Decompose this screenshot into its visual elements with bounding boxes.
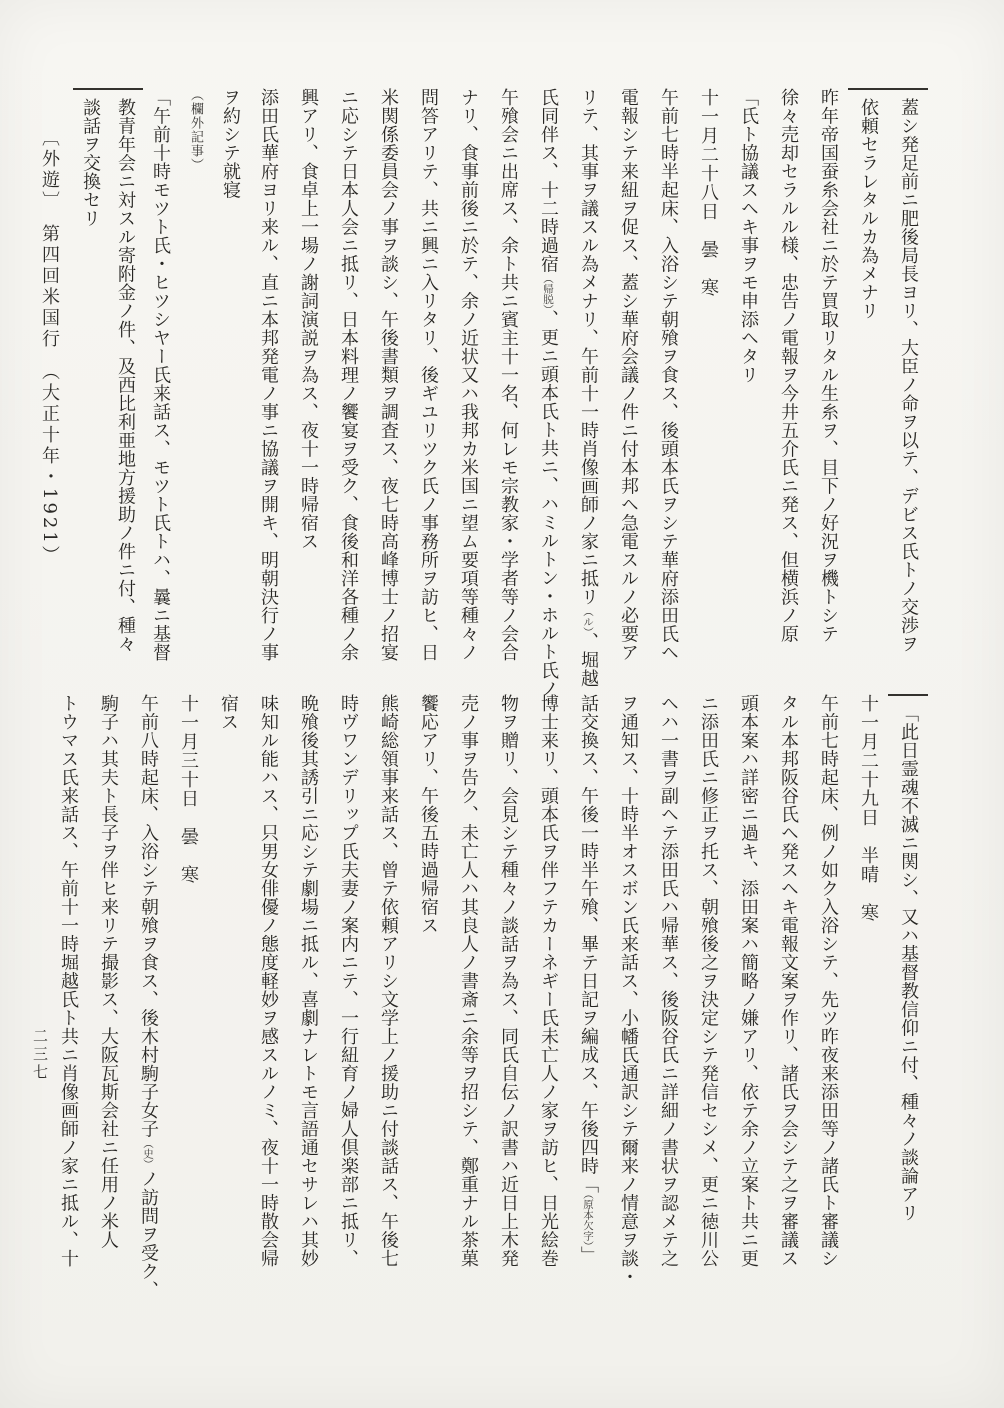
text-column [213, 88, 248, 654]
text-column [328, 88, 368, 662]
text-column [648, 694, 688, 1318]
column-text: 氏同伴ス、十二時過宿 [538, 88, 559, 273]
text-column [368, 88, 408, 662]
column-text: 十一月二十八日 曇 寒 [698, 88, 719, 297]
inline-annotation: （史） [142, 1138, 154, 1170]
column-text: リテ、其事ヲ議スル為メナリ、午前十一時肖像画師ノ家ニ抵リ [578, 88, 599, 606]
column-text: 米関係委員会ノ事ヲ談シ、午後書類ヲ調査ス、夜七時高峰博士ノ招宴 [378, 88, 399, 662]
text-column [248, 88, 288, 662]
inline-annotation: （原本欠字） [582, 1193, 594, 1246]
date-heading-column [688, 88, 728, 654]
text-column [88, 694, 128, 1318]
column-text: 添田氏華府ヨリ来ル、直ニ本邦発電ノ事ニ協議ヲ開キ、明朝決行ノ事 [258, 88, 279, 662]
date-heading-column [168, 694, 208, 1318]
text-column [488, 694, 528, 1318]
text-column [408, 88, 448, 662]
text-column [208, 694, 248, 1318]
column-text: 午前八時起床、入浴シテ朝飱ヲ食ス、後木村駒子女子 [138, 694, 159, 1138]
column-text: ノ訪問ヲ受ク、 [138, 1169, 159, 1299]
text-column [768, 694, 808, 1318]
text-column [328, 694, 368, 1318]
text-column [688, 694, 728, 1318]
text-column [808, 88, 848, 654]
column-text: 頭本案ハ詳密ニ過キ、添田案ハ簡略ノ嫌アリ、依テ余ノ立案ト共ニ更 [738, 694, 759, 1268]
text-column [73, 88, 108, 654]
column-text: 教青年会ニ対スル寄附金ノ件、及西比利亜地方援助ノ件ニ付、種々 [115, 98, 136, 653]
text-column [248, 694, 288, 1318]
column-text: 時ヴワンデリップ氏夫妻ノ案内ニテ、一行紐育ノ婦人倶楽部ニ抵リ、 [338, 694, 359, 1268]
text-column [448, 88, 488, 662]
column-text: 興アリ、食卓上一場ノ謝詞演説ヲ為ス、夜十一時帰宿ス [298, 88, 319, 551]
column-text: 宿ス [218, 694, 239, 731]
text-column [288, 88, 328, 654]
column-text: ニ応シテ日本人会ニ抵リ、日本料理ノ饗宴ヲ受ク、食後和洋各種ノ余 [338, 88, 359, 662]
text-column [48, 694, 88, 1318]
text-column [408, 694, 448, 1318]
text-column [448, 694, 488, 1318]
text-column [288, 694, 328, 1318]
text-column [728, 88, 768, 654]
diary-text-block-top [73, 88, 928, 699]
column-text: 談話ヲ交換セリ [80, 98, 101, 228]
column-text: 話交換ス、午後一時半午飱、畢テ日記ヲ編成ス、午後四時「 [578, 694, 599, 1194]
date-heading-column [848, 694, 888, 1318]
column-text: 熊崎総領事来話ス、曾テ依頼アリシ文学上ノ援助ニ付談話ス、午後七 [378, 694, 399, 1268]
column-text: ヘハ一書ヲ副ヘテ添田氏ハ帰華ス、後阪谷氏ニ詳細ノ書状ヲ認メテ之 [658, 694, 679, 1268]
column-text: 依頼セラレタルカ為メナリ [858, 98, 879, 320]
text-column [108, 88, 143, 654]
column-text: ナリ、食事前後ニ於テ、余ノ近状又ハ我邦カ米国ニ望ム要項等種々ノ [458, 88, 479, 662]
text-column [528, 88, 568, 699]
column-text: 、堀越 [578, 632, 599, 688]
column-text: 午前七時起床、例ノ如ク入浴シテ、先ツ昨夜来添田等ノ諸氏ト審議シ [818, 694, 839, 1268]
inline-annotation: （帰脱） [542, 273, 554, 310]
column-text: 味知ル能ハス、只男女俳優ノ態度軽妙ヲ感スルノミ、夜十一時散会帰 [258, 694, 279, 1268]
inline-annotation: （ル） [582, 606, 594, 633]
column-text: （欄外記事） [188, 88, 203, 172]
column-text: 駒子ハ其夫ト長子ヲ伴ヒ来リテ撮影ス、大阪瓦斯会社ニ任用ノ米人 [98, 694, 119, 1249]
text-column [888, 694, 928, 1318]
column-text: 晩飱後其誘引ニ応シテ劇場ニ抵ル、喜劇ナレトモ言語通セサレハ其妙 [298, 694, 319, 1268]
column-text: 徐々売却セラルル様、忠告ノ電報ヲ今井五介氏ニ発ス、但横浜ノ原 [778, 88, 799, 643]
text-column [608, 88, 648, 662]
text-column [808, 694, 848, 1318]
column-text: 「午前十時モツト氏・ヒツシヤー氏来話ス、モツト氏トハ、曩ニ基督 [150, 88, 171, 662]
column-text: 午前七時半起床、入浴シテ朝飱ヲ食ス、後頭本氏ヲシテ華府添田氏ヘ [658, 88, 679, 662]
column-text: 十一月三十日 曇 寒 [178, 694, 199, 884]
column-text: ヲ約シテ就寝 [220, 88, 241, 199]
column-text: 昨年帝国蚕糸会社ニ於テ買取リタル生糸ヲ、目下ノ好況ヲ機トシテ [818, 88, 839, 643]
text-column [143, 88, 178, 662]
column-text: 十一月二十九日 半晴 寒 [858, 694, 879, 922]
column-text: 饗応アリ、午後五時過帰宿ス [418, 694, 439, 935]
column-text: トウマス氏来話ス、午前十一時堀越氏ト共ニ肖像画師ノ家ニ抵ル、十 [58, 694, 79, 1268]
column-text: タル本邦阪谷氏ヘ発スヘキ電報文案ヲ作リ、諸氏ヲ会シテ之ヲ審議ス [778, 694, 799, 1268]
column-text: 「此日霊魂不滅ニ関シ、又ハ基督教信仰ニ付、種々ノ談論アリ [898, 704, 919, 1222]
text-column [128, 694, 168, 1318]
text-column [848, 88, 888, 654]
diary-text-block-bottom [48, 694, 928, 1318]
page-number: 二三七 [31, 1028, 49, 1082]
column-text: 」 [578, 1246, 599, 1265]
column-text: 、更ニ頭本氏ト共ニ、ハミルトン・ホルト氏ノ [538, 309, 559, 699]
text-column [568, 694, 608, 1318]
text-column [608, 694, 648, 1318]
text-column [488, 88, 528, 662]
column-text: 午飱会ニ出席ス、余ト共ニ賓主十一名、何レモ宗教家・学者等ノ会合 [498, 88, 519, 662]
column-text: ニ添田氏ニ修正ヲ托ス、朝飱後之ヲ決定シテ発信セシメ、更ニ徳川公 [698, 694, 719, 1268]
column-text: 蓋シ発足前ニ肥後局長ヨリ、大臣ノ命ヲ以テ、デビス氏トノ交渉ヲ [898, 98, 919, 653]
column-text: 「氏ト協議スヘキ事ヲモ申添ヘタリ [738, 88, 759, 384]
column-text: 博士来リ、頭本氏ヲ伴フテカーネギー氏未亡人ノ家ヲ訪ヒ、日光絵巻 [538, 694, 559, 1268]
column-text: ヲ通知ス、十時半オスボン氏来話ス、小幡氏通訳シテ爾来ノ情意ヲ談・ [618, 694, 639, 1286]
text-column [368, 694, 408, 1318]
text-column [568, 88, 608, 688]
text-column [728, 694, 768, 1318]
text-column [768, 88, 808, 654]
running-head: 〔外遊〕 第四回米国行 （大正十年・1921） [39, 128, 60, 567]
column-text: 売ノ事ヲ告ク、未亡人ハ其良人ノ書斎ニ余等ヲ招シテ、鄭重ナル茶菓 [458, 694, 479, 1268]
column-text: 物ヲ贈リ、会見シテ種々ノ談話ヲ為ス、同氏自伝ノ訳書ハ近日上木発 [498, 694, 519, 1268]
text-column [178, 88, 213, 654]
text-column [648, 88, 688, 662]
column-text: 問答アリテ、共ニ興ニ入リタリ、後ギユリツク氏ノ事務所ヲ訪ヒ、日 [418, 88, 439, 662]
text-column [888, 88, 928, 654]
text-column [528, 694, 568, 1318]
column-text: 電報シテ来紐ヲ促ス、蓋シ華府会議ノ件ニ付本邦ヘ急電スルノ必要ア [618, 88, 639, 662]
